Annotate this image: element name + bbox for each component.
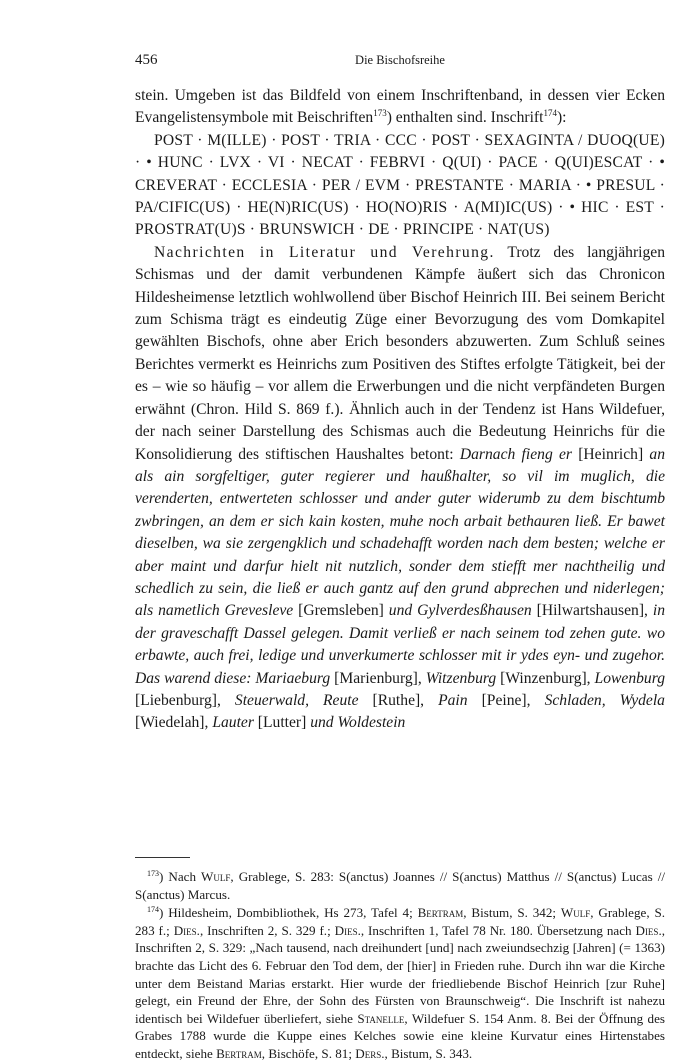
quote-italic: und Gylverdesßhausen (388, 602, 532, 620)
author-name: Bertram (417, 905, 464, 921)
author-name: Wulf (201, 869, 231, 884)
footnote-174 (135, 904, 665, 1062)
author-name: Ders. (355, 1045, 385, 1061)
text-run: [Gremsleben] (293, 602, 389, 620)
text-run: [Marienburg], (330, 669, 426, 687)
text-run: , Grablege, S. 283 f.; (135, 905, 666, 938)
author-name: Dies. (334, 922, 361, 938)
quote-italic: Schladen, Wydela (544, 691, 665, 709)
text-run: [Wiedelah], (135, 714, 213, 732)
text-run: , Grablege, S. 283: S(anctus) Joannes // S(anctus) Matthus // S(anctus) Lucas // S(anctus) Marcus. (135, 869, 665, 902)
text-run: stein. Umgeben ist das Bildfeld von einem Inschriftenband, in dessen vier Ecken Evangelistensymbole mit Beischriften (135, 87, 665, 127)
text-run: [Lutter] (253, 714, 311, 732)
author-name: Wulf (560, 905, 591, 921)
text-run: , Inschriften 2, S. 329: „Nach tausend, nach dreihundert [und] nach zweiundsechzig [Jahren] (= 1363) brachte das Licht des 6. Februar den Tod dem, der [hier] in Frieden ruhe. Durch ihn war die Kirche unter dem Beistand Marias erstarkt. Hier wurde der friedliebende Bischof Heinrich [zur Ruhe] gelegt, ein Freund der Ehre, der Sohn des Fürsten von Braunschweig“. Die Inschrift ist nahezu identisch bei Wildefuer überliefert, siehe (135, 922, 665, 1026)
section-heading: Nachrichten in Literatur und Verehrung. (154, 243, 495, 261)
text-run: ) Nach (159, 869, 202, 884)
text-run: , Inschriften 2, S. 329 f.; (199, 922, 335, 938)
text-run: ) enthalten sind. Inschrift (386, 109, 544, 127)
text-run: , Bischöfe, S. 81; (261, 1045, 356, 1061)
quote-italic: in der graveschafft Dassel gelegen. Damit verließ er nach seinem tod zehen gute. wo erbawte, auch frei, ledige und unverkumerte schlosser mit ir ydes eyn- und zugehor. Das warend diese: Mariaeburg (135, 602, 665, 687)
quote-italic: an als ain sorgfeltiger, guter regierer und haußhalter, so vil im muglich, die verenderten, entwerteten schlosser und ander guter widerumb zu dem bischtumb zwbringen, an dem er sich kain kosten, muhe noch arbait bethauren ließ. Er bawet dieselben, wa sie zergengklich und schadehafft worden nach dem besten; welche er aber maint und darfur hielt nit nutzlich, sonder dem stiefft mer nachtheilig und schedlich zu sein, die ließ er auch gantz auf den grund abprechen und niderlegen; als nametlich Greveslеve (135, 445, 666, 620)
text-run: ): (556, 109, 567, 127)
text-run: , Wildefuer S. 154 Anm. 8. Bei der Öffnung des Grabes 1788 wurde die Kuppe eines Kelches sowie eine kleine Kurvatur eines Hirtenstabes entdeckt, siehe (135, 1010, 665, 1061)
footnote-number: 173 (147, 869, 159, 878)
text-run: [Hilwartshausen], (531, 602, 653, 620)
footnote-divider (135, 857, 190, 858)
inscription-text: POST · M(ILLE) · POST · TRIA · CCC · POST · SEXAGINTA / DUOQ(UE) · • HUNC · LVX · VI · NECAT · FEBRVI · Q(UI) · PACE · Q(UI)ESCAT · • CREVERAT · ECCLESIA · PER / EVM · PRESTANTE · MARIA · • PRESUL · PA/CIFIC(US) · HE(N)RIC(US) · HO(NO)RIS · A(MI)IC(US) · • HIC · EST · PROSTRAT(U)S · BRUNSWICH · DE · PRINCIPE · NAT(US) (135, 131, 665, 239)
text-run: , Bistum, S. 342; (463, 905, 561, 921)
quote-italic: Lauter (212, 714, 254, 732)
text-run: [Peine], (467, 691, 545, 709)
author-name: Dies. (635, 922, 662, 938)
text-run: [Ruthe], (358, 691, 439, 709)
quote-italic: und Woldestein (310, 714, 406, 732)
quote-italic: Witzenburg (425, 669, 497, 687)
page-number: 456 (135, 52, 158, 68)
quote-italic: Steuerwald, Reute (234, 691, 359, 709)
quote-italic: Lowenburg (594, 669, 665, 687)
text-run: ) Hildesheim, Dombibliothek, Hs 273, Tafel 4; (159, 905, 418, 921)
footnote-173 (135, 868, 665, 903)
footnote-ref-174[interactable]: 174 (543, 108, 557, 119)
footnotes (135, 868, 665, 1064)
quote-italic: Darnach fieng er (459, 445, 572, 463)
text-run: , Bistum, S. 343. (384, 1045, 473, 1061)
paragraph-literature (135, 242, 665, 735)
quote-italic: Pain (438, 691, 468, 709)
author-name: Dies. (173, 922, 200, 938)
author-name: Bertram (216, 1045, 262, 1061)
text-run: [Heinrich] (571, 445, 650, 463)
running-title: Die Bischofsreihe (355, 53, 445, 67)
text-run: [Liebenburg], (135, 691, 235, 709)
text-run: [Winzenburg], (496, 669, 595, 687)
main-text (135, 85, 665, 735)
author-name: Stanelle (357, 1010, 405, 1026)
paragraph-inscription-intro (135, 85, 665, 130)
text-run: , Inschriften 1, Tafel 78 Nr. 180. Übersetzung nach (360, 922, 636, 938)
footnote-number: 174 (147, 905, 159, 915)
running-header (135, 52, 665, 72)
footnote-ref-173[interactable]: 173 (373, 108, 387, 119)
text-run: Trotz des langjährigen Schismas und der damit verbundenen Kämpfe äußert sich das Chronicon Hildesheimense letztlich wohlwollend über Bischof Heinrich III. Bei seinem Bericht zum Schisma trägt es eindeutig Züge einer Bevorzugung des vom Domkapitel gewählten Bischofs, ohne aber Erich besonders abzuwerten. Zum Schluß seines Berichtes vermerkt es Heinrichs zum Positiven des Stiftes erfolgte Tätigkeit, bei der es – wie so häufig – vor allem die Erwerbungen und die nicht verpfändeten Burgen erwähnt (Chron. Hild S. 869 f.). Ähnlich auch in der Tendenz ist Hans Wildefuer, der nach seiner Darstellung des Schismas auch die Bedeutung Heinrichs für die Konsolidierung des stiftischen Haushaltes betont: (135, 243, 666, 463)
